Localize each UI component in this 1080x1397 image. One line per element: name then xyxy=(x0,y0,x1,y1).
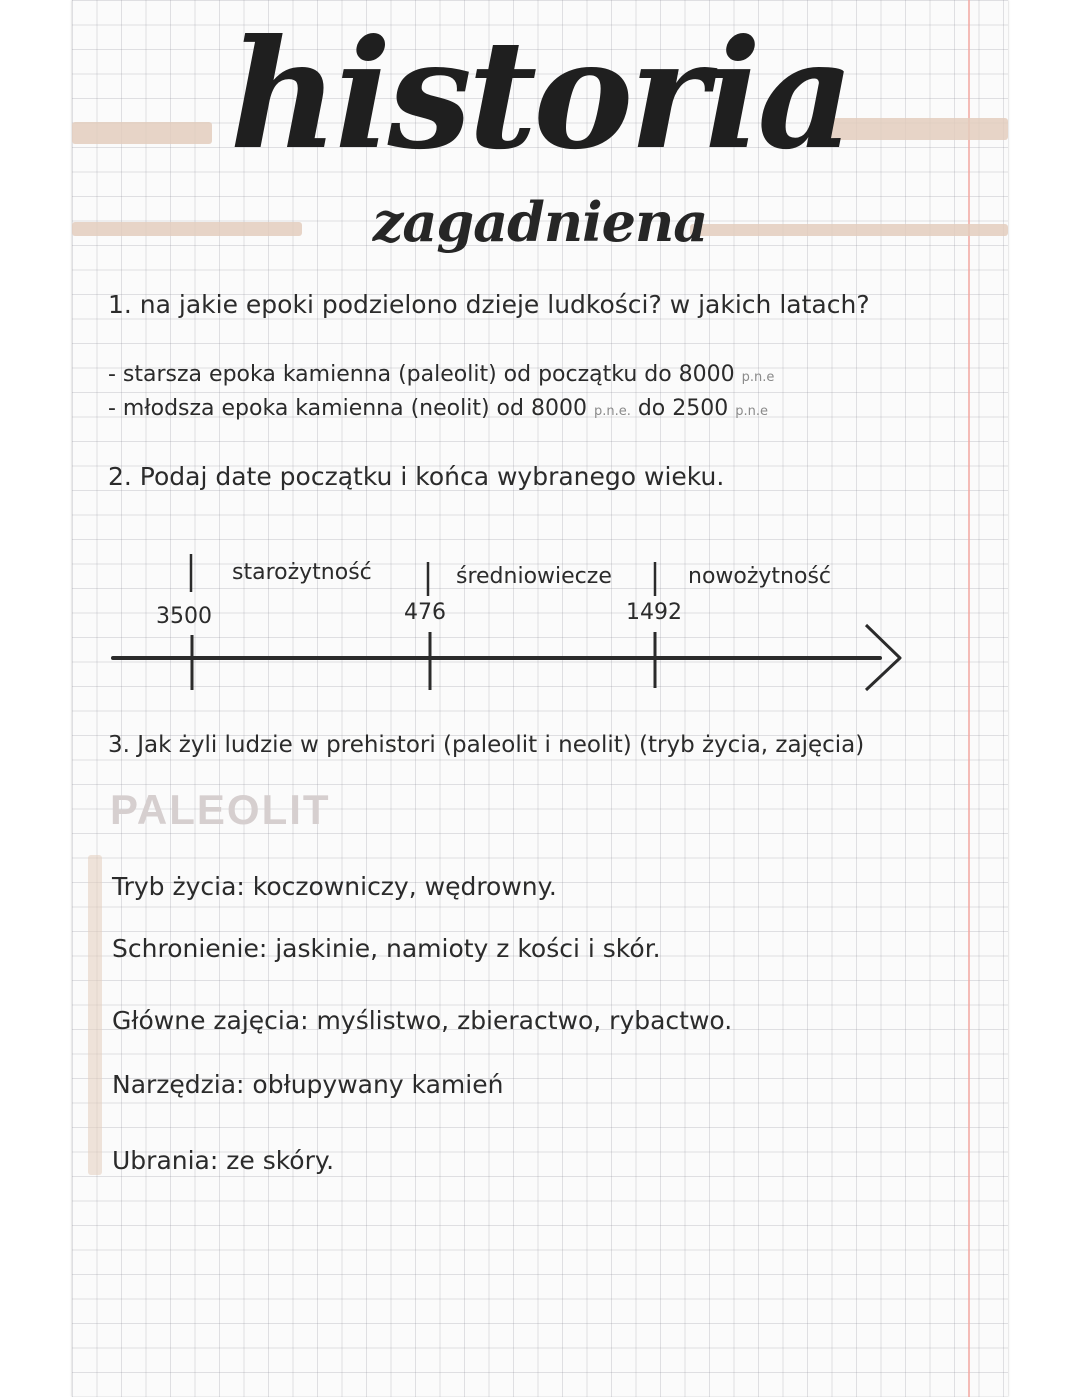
paleolit-item-zajecia: Główne zajęcia: myślistwo, zbieractwo, rybactwo. xyxy=(112,1006,733,1035)
answer-neolit-mid: p.n.e. xyxy=(593,404,631,419)
era-label-nowozytnosc: nowożytność xyxy=(688,564,832,589)
question-2: 2. Podaj date początku i końca wybranego wieku. xyxy=(108,462,725,491)
page-title: historia xyxy=(229,7,851,183)
era-label-sredniowiecze: średniowiecze xyxy=(456,564,612,589)
page-subtitle: zagadniena xyxy=(372,190,708,254)
question-1: 1. na jakie epoki podzielono dzieje ludkości? w jakich latach? xyxy=(108,290,870,319)
answer-neolit-text: - młodsza epoka kamienna (neolit) od 8000 xyxy=(108,396,587,421)
answer-paleolit-text: - starsza epoka kamienna (paleolit) od początku do 8000 xyxy=(108,362,735,387)
answer-paleolit-suffix: p.n.e xyxy=(741,370,775,385)
paleolit-item-tryb-zycia: Tryb życia: koczowniczy, wędrowny. xyxy=(112,872,557,901)
answer-neolit-suffix: p.n.e xyxy=(735,404,769,419)
year-label-3500: 3500 xyxy=(156,604,212,629)
question-3: 3. Jak żyli ludzie w prehistori (paleolit i neolit) (tryb życia, zajęcia) xyxy=(108,732,865,758)
paleolit-item-narzedzia: Narzędzia: obłupywany kamień xyxy=(112,1070,504,1099)
answer-neolit-text2: do 2500 xyxy=(637,396,729,421)
paleolit-item-schronienie: Schronienie: jaskinie, namioty z kości i skór. xyxy=(112,934,661,963)
era-label-starozytnosc: starożytność xyxy=(232,560,372,585)
year-label-1492: 1492 xyxy=(626,600,682,625)
paleolit-item-ubrania: Ubrania: ze skóry. xyxy=(112,1146,335,1175)
year-label-476: 476 xyxy=(404,600,446,625)
paleolit-heading: PALEOLIT xyxy=(110,786,331,833)
